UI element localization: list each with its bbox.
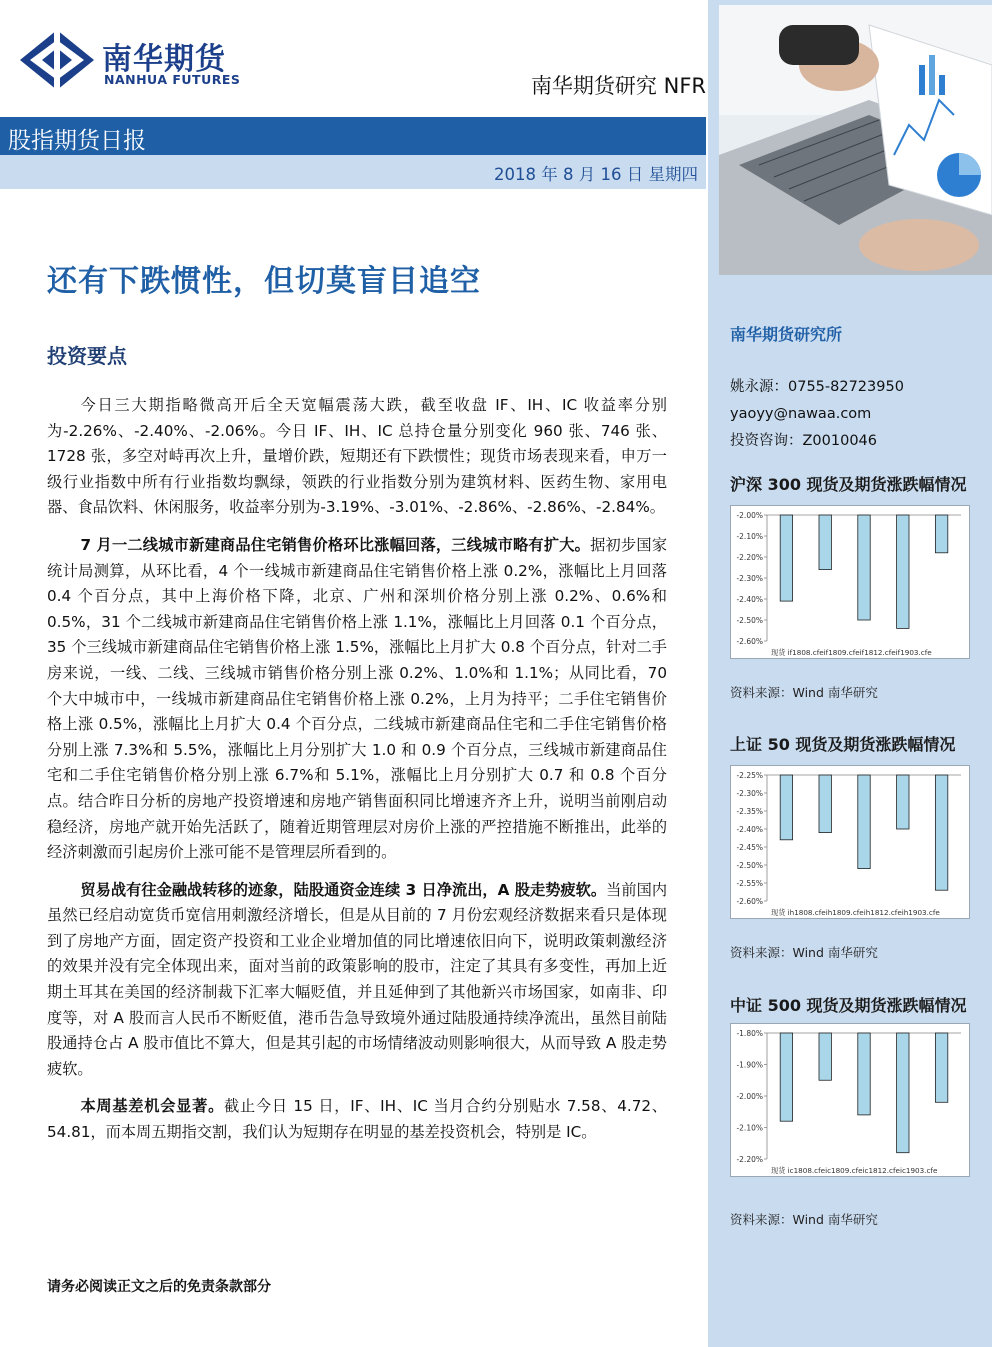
chart-title: 沪深 300 现货及期货涨跌幅情况	[730, 475, 967, 494]
chart-hs300	[730, 505, 970, 659]
chart-title: 上证 50 现货及期货涨跌幅情况	[730, 735, 956, 754]
y-tick-label: -2.55%	[736, 879, 763, 888]
report-type-bar	[0, 117, 706, 155]
license-number: 投资咨询：Z0010046	[730, 433, 878, 449]
paragraph-text: 据初步国家统计局测算，从环比看，4 个一线城市新建商品住宅销售价格上涨 0.2%，涨幅比上月回落 0.4 个百分点，其中上海价格下降，北京、广州和深圳价格分别上涨 0.2%、0.6%和 0.5%，31 个二线城市新建商品住宅销售价格上涨 1.1%，涨幅比上月回落 0.1 个百分点，35 个三线城市新建商品住宅销售价格上涨 1.5%，涨幅比上月扩大 0.8 个百分点，针对二手房来说，一线、二线、三线城市销售价格分别上涨 0.2%、1.0%和 1.1%；从同比看，70 个大中城市中，一线城市新建商品住宅销售价格上涨 0.2%，上月为持平；二手住宅销售价格上涨 0.5%，涨幅比上月扩大 0.4 个百分点，二线城市新建商品住宅和二手住宅销售价格分别上涨 7.3%和 5.5%，涨幅比上月分别扩大 1.0 和 0.9 个百分点，三线城市新建商品住宅和二手住宅销售价格分别上涨 6.7%和 5.1%，涨幅比上月分别扩大 0.7 和 0.8 个百分点。结合昨日分析的房地产投资增速和房地产销售面积同比增速齐齐上升，说明当前刚启动稳经济，房地产就开始先活跃了，随着近期管理层对房价上涨的严控措施不断推出，此举的经济刺激而引起房价上涨可能不是管理层所看到的。	[47, 535, 668, 862]
bar	[935, 1033, 947, 1102]
report-type: 股指期货日报	[8, 128, 146, 154]
report-date: 2018 年 8 月 16 日 星期四	[494, 165, 698, 184]
cover-photo	[719, 5, 992, 275]
chart-title: 中证 500 现货及期货涨跌幅情况	[730, 996, 967, 1015]
brand-name-cn: 南华期货	[102, 42, 226, 77]
x-axis-labels: 现货 ih1808.cfeih1809.cfeih1812.cfeih1903.cfe	[771, 908, 940, 917]
x-axis-labels: 现货 if1808.cfeif1809.cfeif1812.cfeif1903.cfe	[771, 648, 932, 657]
institute-name: 南华期货研究所	[730, 325, 843, 344]
bar	[897, 1033, 909, 1153]
paragraph-lead: 7 月一二线城市新建商品住宅销售价格环比涨幅回落，三线城市略有扩大。	[80, 535, 591, 554]
x-axis-labels: 现货 ic1808.cfeic1809.cfeic1812.cfeic1903.cfe	[771, 1166, 938, 1175]
chart-hs300-svg	[731, 506, 969, 658]
paragraph-text: 今日三大期指略微高开后全天宽幅震荡大跌，截至收盘 IF、IH、IC 收益率分别为-2.26%、-2.40%、-2.06%。今日 IF、IH、IC 总持仓量分别变化 960 张、746 张、1728 张，多空对峙再次上升，量增价跌，短期还有下跌惯性；现货市场表现来看，申万一级行业指数中所有行业指数均飘绿，领跌的行业指数分别为建筑材料、医药生物、家用电器、食品饮料、休闲服务，收益率分别为-3.19%、-3.01%、-2.86%、-2.86%、-2.84%。	[47, 396, 667, 517]
y-tick-label: -2.40%	[736, 595, 763, 604]
bar	[935, 515, 947, 553]
bar	[858, 775, 870, 869]
y-tick-label: -2.25%	[736, 771, 763, 780]
paragraph	[47, 393, 667, 521]
bar	[897, 515, 909, 628]
analyst-phone: 姚永源：0755-82723950	[730, 379, 904, 395]
bar	[897, 775, 909, 829]
paragraph-text: 截止今日 15 日，IF、IH、IC 当月合约分别贴水 7.58、4.72、54.81，而本周五期指交割，我们认为短期存在明显的基差投资机会，特别是 IC。	[47, 1097, 667, 1142]
paragraph	[47, 533, 667, 866]
paragraph-lead: 本周基差机会显著。	[80, 1097, 225, 1116]
headline: 还有下跌惯性，但切莫盲目追空	[47, 264, 481, 299]
chart-source: 资料来源：Wind 南华研究	[730, 1212, 878, 1227]
bar	[858, 1033, 870, 1115]
bar	[819, 1033, 831, 1080]
y-tick-label: -2.40%	[736, 825, 763, 834]
paragraph	[47, 878, 667, 1083]
y-tick-label: -2.30%	[736, 574, 763, 583]
y-tick-label: -1.90%	[736, 1060, 763, 1070]
bar	[780, 515, 792, 601]
y-tick-label: -2.20%	[736, 553, 763, 562]
logo-emblem-icon	[18, 28, 96, 92]
chart-source: 资料来源：Wind 南华研究	[730, 685, 878, 700]
y-tick-label: -2.00%	[736, 1092, 763, 1101]
y-tick-label: -2.60%	[736, 897, 763, 906]
bar	[858, 515, 870, 620]
paragraph-text: 当前国内虽然已经启动宽货币宽信用刺激经济增长，但是从目前的 7 月份宏观经济数据来看只是体现到了房地产方面，固定资产投资和工业企业增加值的同比增速依旧向下，说明政策刺激经济的效果并没有完全体现出来，面对当前的政策影响的股市，注定了其具有多变性，再加上近期土耳其在美国的经济制裁下汇率大幅贬值，并且延伸到了其他新兴市场国家，如南非、印度等，对 A 股而言人民币不断贬值，港币告急导致境外通过陆股通持续净流出，虽然目前陆股通持仓占 A 股市值比不算大，但是其引起的市场情绪波动则影响很大，从而导致 A 股走势疲软。	[47, 880, 668, 1078]
analyst-email[interactable]: yaoyy@nawaa.com	[730, 406, 872, 422]
company-logo	[18, 28, 258, 92]
bar	[935, 775, 947, 890]
report-body	[47, 393, 667, 1158]
y-tick-label: -2.50%	[736, 861, 763, 870]
y-tick-label: -2.45%	[736, 843, 763, 852]
chart-sz50-svg	[731, 766, 969, 918]
paragraph-lead: 贸易战有往金融战转移的迹象，陆股通资金连续 3 日净流出，A 股走势疲软。	[80, 880, 607, 899]
y-tick-label: -2.10%	[736, 1123, 763, 1133]
date-bar	[0, 155, 706, 189]
y-tick-label: -2.60%	[736, 637, 763, 646]
y-tick-label: -2.00%	[736, 511, 763, 520]
bar	[819, 775, 831, 833]
y-tick-label: -2.35%	[736, 807, 763, 816]
series-label: 南华期货研究 NFR	[530, 74, 706, 98]
chart-zz500	[730, 1023, 970, 1177]
y-tick-label: -2.30%	[736, 789, 763, 798]
chart-source: 资料来源：Wind 南华研究	[730, 945, 878, 960]
brand-name-en: NANHUA FUTURES	[104, 72, 241, 87]
bar	[780, 775, 792, 840]
bar	[819, 515, 831, 570]
y-tick-label: -1.80%	[736, 1029, 763, 1038]
paragraph	[47, 1094, 667, 1145]
y-tick-label: -2.50%	[736, 616, 763, 625]
disclaimer: 请务必阅读正文之后的免责条款部分	[47, 1279, 271, 1295]
bar	[780, 1033, 792, 1121]
chart-sz50	[730, 765, 970, 919]
section-title: 投资要点	[47, 344, 127, 368]
y-tick-label: -2.20%	[736, 1155, 763, 1164]
contact-info	[730, 374, 904, 455]
y-tick-label: -2.10%	[736, 532, 763, 541]
chart-zz500-svg	[731, 1024, 969, 1176]
